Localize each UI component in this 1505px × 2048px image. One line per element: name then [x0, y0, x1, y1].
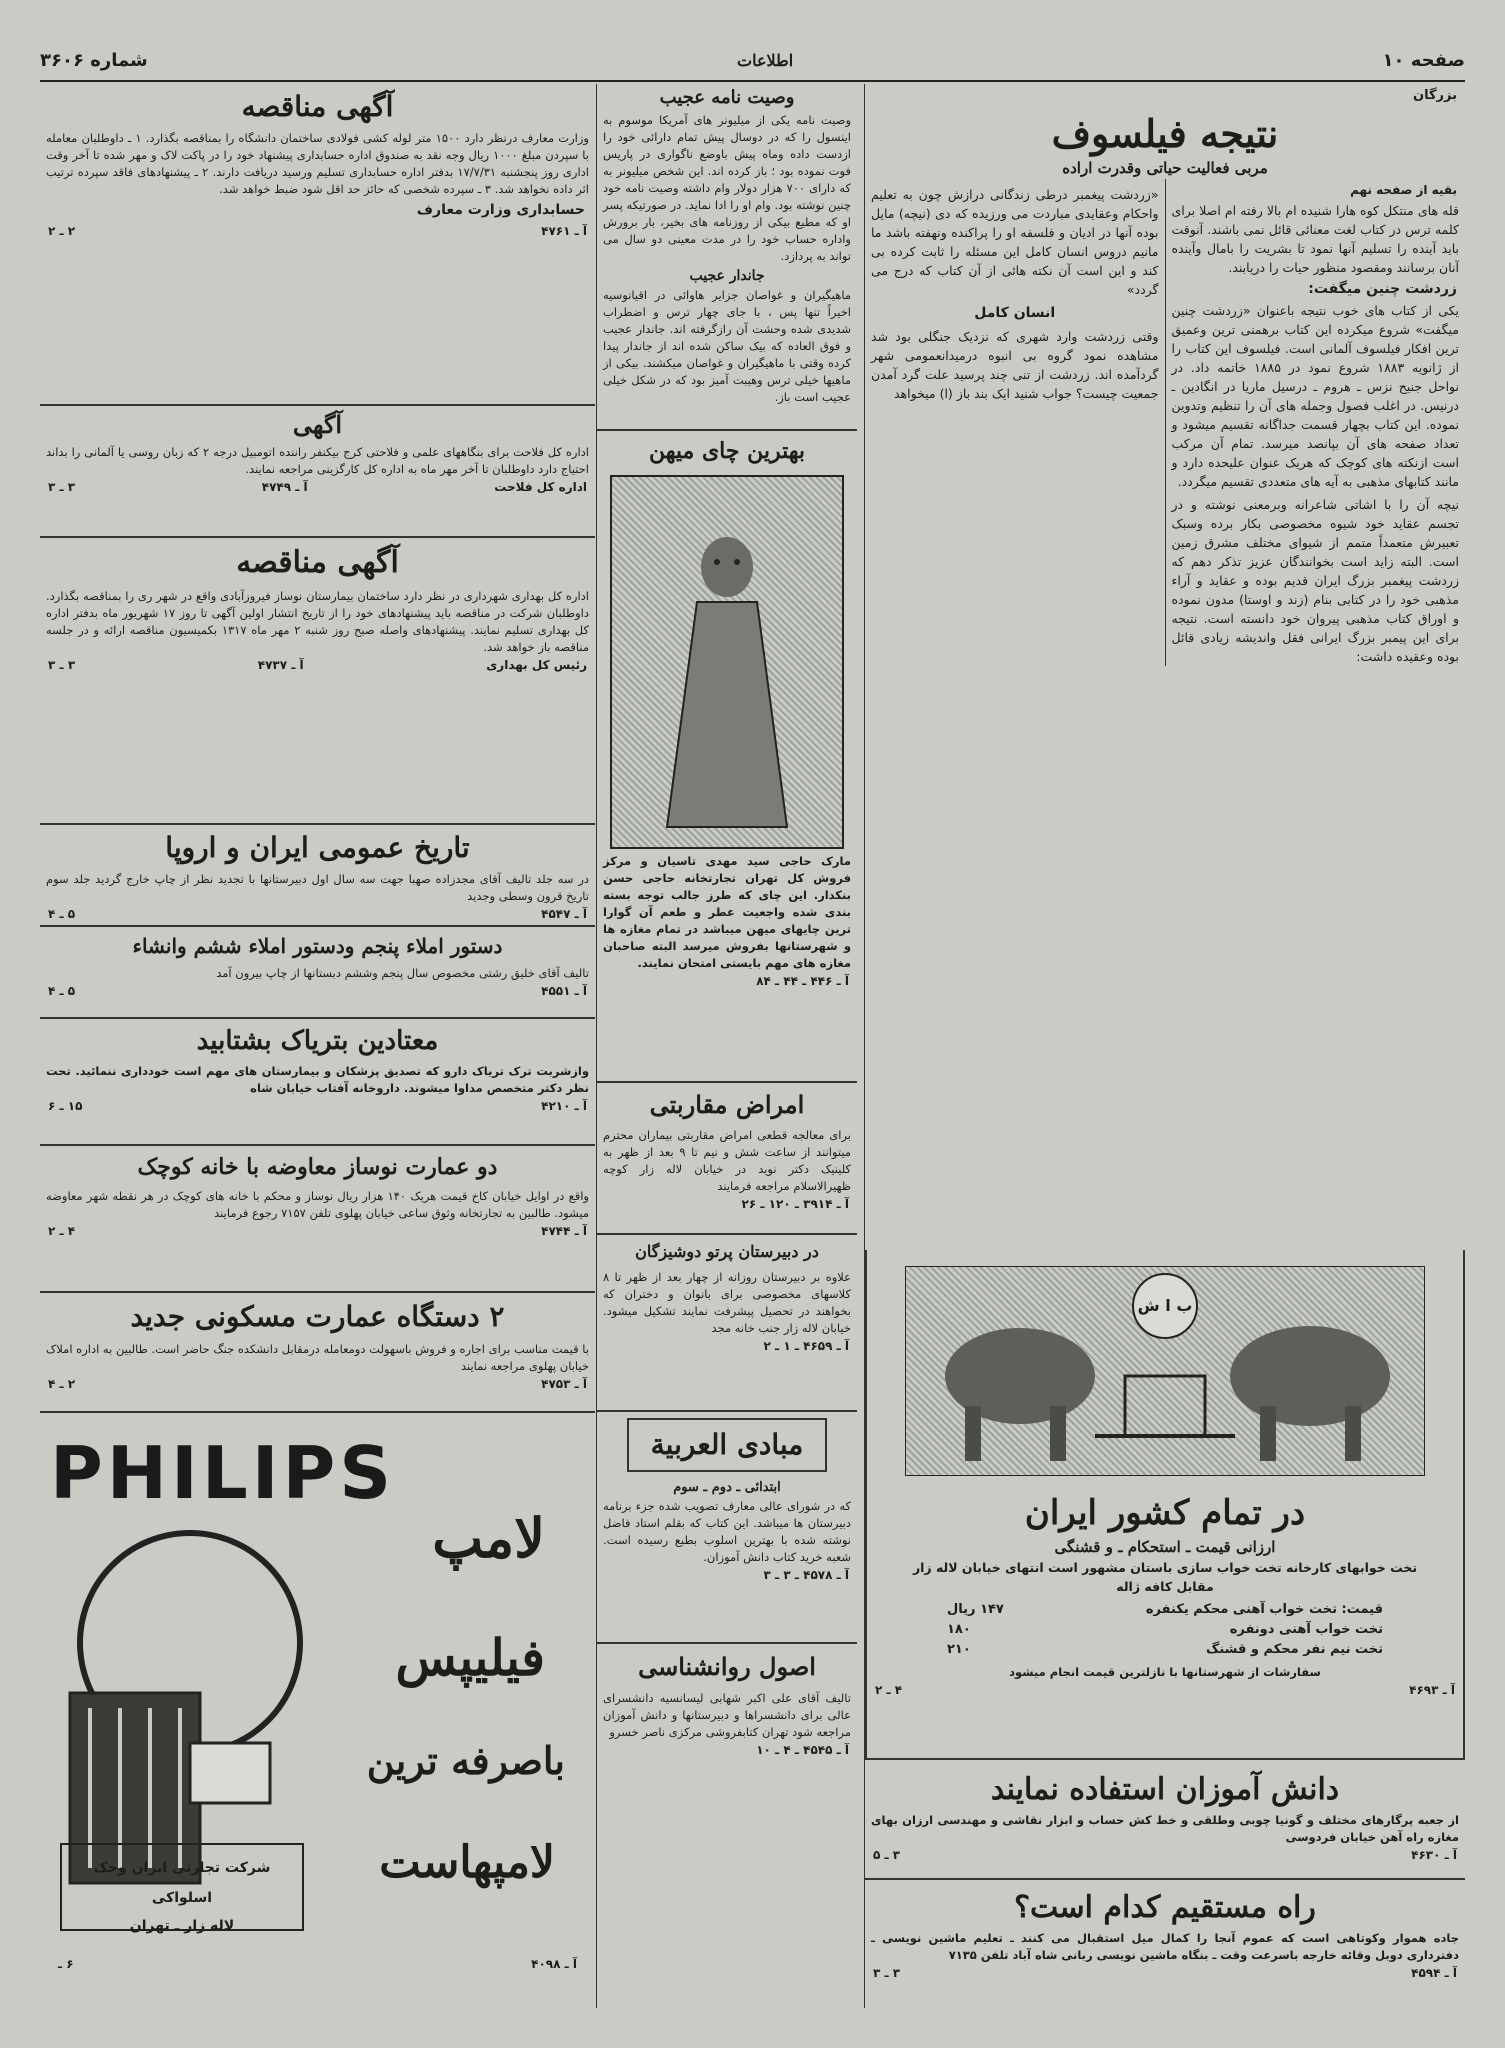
ad-code-2: ۳ ـ ۳	[873, 1966, 901, 1980]
opium-title: معتادین بتریاک بشتابید	[196, 1026, 439, 1056]
ad-code: آ ـ ۴۷۳۷	[257, 658, 304, 672]
ad-code-2: ۴ ـ ۲	[48, 1224, 76, 1238]
exchange-ad	[40, 1146, 595, 1293]
opium-body: وازشربت ترک تریاک دارو که تصدیق پزشکان و بیمارستان های مهم است خودداری ننمائید. تحت نظر دکتر متخصص مداوا میشوند. داروخانه آفتاب خیابان شاه	[46, 1064, 589, 1095]
elephant-right-icon	[1230, 1326, 1390, 1426]
history-title: تاریخ عمومی ایران و اروپا	[165, 831, 470, 864]
ad-code-2: ۳ ـ ۳	[48, 658, 76, 672]
school-ad	[597, 1235, 857, 1412]
will-article	[597, 84, 857, 431]
ad-code: آ ـ ۴۷۶۱	[541, 224, 587, 238]
arabic-body: که در شورای عالی معارف تصویب شده جزء برنامه دبیرستان ها میباشد. این کتاب که بقلم استاد فاضل نوشته شده با بهترین اسلوب بطبع رسیده است. شعبه خرید کتاب دانش آموزان.	[603, 1499, 851, 1564]
students-ad-codes	[865, 1846, 1465, 1864]
arabic-title: مبادی العربیة	[627, 1418, 827, 1472]
houses-codes	[40, 1375, 595, 1393]
bed-ad-title: در تمام کشور ایران	[1024, 1493, 1306, 1533]
feature-body-1: قله های منتکل کوه هارا شنیده ام بالا رفته ام اصلا برای کلمه ترس در کتاب لغت معنائی قائل نمی باشند. آنوقت باید آینده را تسلیم آنها نمود تا بشریت را بامال وآینده آنان برسانند ومقصود منظور حیات را دریابند.	[1171, 203, 1459, 275]
psychology-ad	[597, 1644, 857, 1974]
philips-company-box	[60, 1843, 304, 1934]
tea-body: مارک حاجی سید مهدی تاسیان و مرکز فروش کل تهران تجارتخانه حاجی حسن بنکدار. این چای که طرز جالب توجه بسته بندی شده واجعیت عطر و طعم آن گوارا ترین چایهای میهن میباشد در تمام مغازه ها و شهرستانها بفروش میرسد البته صاحبان مغازه های مهم بایستی امتحان نمایند.	[603, 854, 851, 970]
ad-code-2: ۵ ـ ۴	[48, 907, 76, 921]
tea-title: بهترین چای میهن	[648, 438, 806, 464]
bed-ad-codes	[867, 1681, 1463, 1699]
middle-column	[596, 84, 857, 2008]
woman-figure-icon	[612, 477, 842, 847]
tea-ad	[597, 431, 857, 1083]
ad-code: آ ـ ۴۶۹۳	[1409, 1683, 1455, 1697]
ad-code: آ ـ ۴۲۱۰	[541, 1099, 587, 1113]
school-body: علاوه بر دبیرستان روزانه از چهار بعد از ظهر تا ۸ کلاسهای مخصوصی برای بانوان و دختران که بخواهند در تحصیل پیشرفت نمایند تشکیل میشود. خیابان لاله زار جنب خانه مجد	[603, 1270, 851, 1335]
ad-code: آ ـ ۴۷۴۴	[541, 1224, 587, 1238]
ad-code: آ ـ ۴۴۶ ـ ۴۴ ـ ۸۴	[756, 974, 849, 988]
arabic-subtitle: ابتدائی ـ دوم ـ سوم	[673, 1480, 781, 1495]
feature-body-5: وقتی زردشت وارد شهری که نزدیک جنگلی بود شد مشاهده نمود گروه بی انبوه درمیدانعمومی شهر گردآمده اند. زردشت از تنی چند پرسید علت گرد آمدن جمعیت چیست؟ جواب شنید ایک بند باز (ا) میخواهد	[871, 329, 1159, 401]
road-ad-codes	[865, 1964, 1465, 1982]
exchange-title: دو عمارت نوساز معاوضه با خانه کوچک	[137, 1154, 498, 1180]
price-row	[947, 1600, 1383, 1620]
grammar-codes	[40, 982, 595, 1000]
road-ad-body: جاده هموار وکوتاهی است که عموم آنجا را کمال میل استقبال می کنند ـ تعلیم ماشین نویسی ـ دفترداری دوبل وقائه خارجه باسرعت وقت ـ بنگاه ماشین نویسی ربانی شاه آباد تلفن ۷۱۳۵	[871, 1931, 1459, 1962]
philips-codes	[50, 1955, 585, 1973]
tender1-title: آگهی مناقصه	[241, 90, 394, 123]
students-ad	[865, 1768, 1465, 1880]
road-ad	[865, 1886, 1465, 2006]
ad-code-2: ۳ ـ ۳	[48, 480, 76, 494]
tender1-codes	[40, 222, 595, 240]
price-value: ۲۱۰	[947, 1642, 971, 1657]
continued-note: بقیه از صفحه نهم	[1350, 183, 1457, 197]
students-ad-body: از جعبه پرگارهای مختلف و گونیا چوبی وطلقی و خط کش حساب و ابزار نقاشی و مهندسی ارزان بهای مغازه راه آهن خیابان فردوسی	[871, 1813, 1459, 1844]
bed-frame-icon	[1125, 1376, 1205, 1436]
tender2-title: آگهی مناقصه	[236, 545, 399, 580]
grammar-title: دستور املاء پنجم ودستور املاء ششم وانشاء	[132, 934, 503, 958]
houses-ad	[40, 1293, 595, 1413]
notice-body: اداره کل فلاحت برای بنگاههای علمی و فلاحتی کرج بیکنفر راننده اتومبیل درجه ۲ که زبان روسی یا آلمانی را بداند احتیاج دارد داوطلبان تا آخر مهر ماه به اداره کل کارگزینی مراجعه نمایند.	[46, 445, 589, 476]
tender-ad-1	[40, 84, 595, 406]
ad-code-2: ۲ ـ ۲	[48, 224, 76, 238]
ad-code: آ ـ ۳۹۱۴ ـ ۱۲۰ ـ ۲۶	[741, 1197, 849, 1211]
price-label: قیمت: تخت خواب آهنی محکم یکنفره	[1145, 1602, 1383, 1617]
houses-title: ۲ دستگاه عمارت مسکونی جدید	[130, 1300, 505, 1333]
price-label: تخت نیم نفر محکم و قشنگ	[1206, 1642, 1383, 1657]
ad-code: آ ـ ۴۵۵۱	[541, 984, 587, 998]
disease-body: برای معالجه قطعی امراض مقاربتی بیماران محترم میتوانند از ساعت شش و نیم تا ۹ بعد از ظهر به کلینیک دکتر نوید در خیابان لاله زار کوچه ظهیرالاسلام مراجعه فرمایند	[603, 1128, 851, 1193]
philips-line-2: لامپهاست	[379, 1837, 555, 1888]
tea-illustration	[610, 475, 844, 849]
feature-body-3: نیچه آن را با اشاتی شاعرانه وبرمعنی نوشته و در تجسم عقاید خود شیوه مخصوصی بکار برده وسبک تعبیرش متعمداً متمم از شیوای مختلف مشرق زمین است. البته زاید است بخوانندگان عزیز تذکر دهم که زردشت پیغمبر بزرگ ایران قدیم بوده و عقاید و آراء مذهبی خود را در کتابی بنام (زند و اوستا) مدون نموده و اوراق کتاب مذهبی پیروان خود دانسته است. نتیجه برای این پیمبر بزرگ ایرانی فقل واندیشه زیادی قائل بوده وعقیده داشت:	[1171, 497, 1459, 664]
grammar-body: تالیف آقای خلیق رشتی مخصوص سال پنجم وششم دبستانها از چاپ بیرون آمد	[216, 966, 589, 980]
school-code	[597, 1337, 857, 1355]
psychology-code	[597, 1741, 857, 1759]
ad-code-2: ۵ ـ ۴	[48, 984, 76, 998]
subhead-zoroaster: زردشت چنین میگفت:	[1308, 281, 1457, 297]
tender1-signature: حسابداری وزارت معارف	[416, 202, 585, 218]
notice-ad	[40, 406, 595, 538]
philips-company: شرکت تجارتی ایران وحک اسلواکی	[93, 1860, 271, 1906]
price-row	[947, 1620, 1383, 1640]
ad-code: آ ـ ۴۷۴۹	[261, 480, 308, 494]
notice-signature: اداره کل فلاحت	[494, 480, 587, 494]
exchange-body: واقع در اوایل خیابان کاخ قیمت هریک ۱۴۰ هزار ریال نوساز و محکم با خانه های کوچک در هر نقطه شهر معاوضه میشود. طالبین به تجارتخانه وثوق ساعی خیابان پهلوی تلفن ۷۱۵۷ رجوع فرمایند	[46, 1189, 589, 1220]
ad-code-2: ۶ ـ	[58, 1957, 74, 1971]
ad-code-2: ۲ ـ ۴	[48, 1377, 76, 1391]
subhead-perfect-man: انسان کامل	[974, 305, 1056, 321]
ad-code: آ ـ ۴۵۹۴	[1411, 1966, 1457, 1980]
opium-codes	[40, 1097, 595, 1115]
exchange-codes	[40, 1222, 595, 1240]
ad-code: آ ـ ۴۵۷۸ ـ ۳ ـ ۳	[763, 1568, 849, 1582]
price-label: تخت خواب آهنی دونفره	[1229, 1622, 1383, 1637]
feature-body-4: «زردشت پیغمبر درطی زندگانی درازش چون به تعلیم واحکام وعقایدی مباردت می ورزیده که دی (نیچه) مایل بوده آنها در ادیان و فلسفه او را پراکنده ونهفته باشد ما مانیم دروس انسان کامل این مسئله را ثابت کرده بی کند و این است آن نکته هائی از آن کتاب که درج می گردد»	[871, 187, 1159, 297]
philips-lamp: لامپ	[432, 1506, 545, 1570]
ad-code: آ ـ ۴۶۳۰	[1411, 1848, 1457, 1862]
opium-ad	[40, 1019, 595, 1146]
page-number: صفحه ۱۰	[1382, 49, 1465, 71]
bed-ad-illustration	[905, 1266, 1425, 1476]
ad-code-2: ۱۵ ـ ۶	[48, 1099, 83, 1113]
arabic-code	[597, 1566, 857, 1584]
psychology-title: اصول روانشناسی	[638, 1652, 816, 1681]
bed-ad-subtitle: ارزانی قیمت ـ استحکام ـ و قشنگی	[1054, 1538, 1276, 1556]
price-value: ۱۸۰	[947, 1622, 971, 1637]
issue-number: شماره ۳۶۰۶	[40, 49, 148, 71]
tender2-signature: رئیس کل بهداری	[486, 658, 587, 672]
page-header	[40, 40, 1465, 82]
philips-address: لاله زار ـ تهران	[129, 1918, 235, 1934]
disease-ad	[597, 1083, 857, 1235]
disease-title: امراض مقاربتی	[649, 1090, 805, 1119]
philips-name-fa: فیلیپس	[395, 1628, 545, 1687]
history-book-ad	[40, 825, 595, 927]
creature-body: ماهیگیران و غواصان جزایر هاوائی در اقیانوسیه اخیراً تنها پس ، با جای چهار ترس و اضطراب شدیدی شده وحشت آن رازگرفته اند. جاندار عجیب و فوق العاده که بیک ساکن شده اند از جاندار پیدا کرده وقتی با ماهیگیران و غواصان میکشند. بیکی از ماهیها خیلی ترس وهیبت آمیز بود که در شکل خیلی عجیب است باز.	[603, 288, 851, 404]
right-column	[864, 84, 1465, 1259]
tender2-body: اداره کل بهداری شهرداری در نظر دارد ساختمان بیمارستان نوساز فیروزآبادی واقع در شهر ری را بمناقصه بگذارد. داوطلبان شرکت در مناقصه باید پیشنهادهای خود را از تاریخ انتشار اولین آگهی تا روز ۱۷ شهریور ماه بدفتر اداره کل بهداری تسلیم نمایند. پیشنهادهای واصله صبح روز شنبه ۲ مهر ماه ۱۳۱۷ بکمیسیون مناقصه ارائه و در جلسه مناقصه باز خواهد شد.	[46, 589, 589, 654]
bed-ad	[865, 1250, 1465, 1760]
feature-article	[865, 84, 1465, 1254]
psychology-body: تالیف آقای علی اکبر شهابی لیسانسیه دانشسرای عالی برای دانشسراها و دبیرستانها و دانش آموزان مراجعه شود تهران کتابفروشی مرکزی ناصر خسرو	[603, 1691, 851, 1739]
left-column	[40, 84, 595, 2008]
emblem-text: ب ا ش	[1137, 1296, 1193, 1315]
right-lower-ads	[864, 1250, 1465, 2008]
arabic-book-ad	[597, 1412, 857, 1644]
will-body: وصیت نامه یکی از میلیونر های آمریکا موسوم به اینسول را که در دوسال پیش تمام دارائی خود را ازدست داده وماه پیش باوضع ناگواری در پاریس فوت نموده بود ؛ باز کرده اند. این شخص میلیونر به که دارای ۷۰۰ هزار دولار وام داشته وصیت نامه خود چنین نوشته بود. وام او را ادا نماید. در صورتیکه پسر او که مطیع بیکی از روزنامه های بخیر، بار برورش واداره حساب خود را در مدت معینی دو سال می تواند به پردازد.	[603, 113, 851, 263]
ad-code: آ ـ ۴۵۴۷	[541, 907, 587, 921]
ad-code-2: ۳ ـ ۵	[873, 1848, 901, 1862]
history-body: در سه جلد تالیف آقای مجدزاده صهبا جهت سه سال اول دبیرستانها با تجدید نظر از چاپ خارج گردید جلد سوم تاریخ قرون وسطی وجدید	[46, 872, 589, 903]
school-title: در دبیرستان پرتو دوشیزگان	[635, 1242, 819, 1261]
houses-body: با قیمت مناسب برای اجاره و فروش باسهولت دومعامله درمقابل دانشکده جنگ حاضر است. طالبین به اداره املاک خیابان پهلوی مراجعه نمایند	[46, 1342, 589, 1373]
ad-code: آ ـ ۴۶۵۹ ـ ۱ ـ ۲	[763, 1339, 849, 1353]
creature-title: جاندار عجیب	[689, 268, 765, 284]
tender2-codes	[40, 656, 595, 674]
history-codes	[40, 905, 595, 923]
disease-code	[597, 1195, 857, 1213]
students-ad-title: دانش آموزان استفاده نمایند	[990, 1772, 1340, 1807]
ad-code: آ ـ ۴۵۴۵ ـ ۴ ـ ۱۰	[756, 1743, 849, 1757]
ad-code-2: ۴ ـ ۲	[875, 1683, 903, 1697]
price-list	[947, 1600, 1383, 1660]
tender1-body: وزارت معارف درنظر دارد ۱۵۰۰ متر لوله کشی فولادی ساختمان دانشگاه را بمناقصه بگذارد. ۱ ـ داوطلبان معامله با سپردن مبلغ ۱۰۰۰ ریال وجه نقد به صندوق اداره حسابداری پیشنهاد خود را در پاکت لاک و مهر شده تا آخر وقت اداری روز پنجشنبه ۱۷/۷/۳۱ بدفتر اداره حسابداری تسلیم ورسید دریافت دارند. ۲ ـ پیشنهادهای فاقد سپرده ترتیب اثر داده نخواهد شد. ۳ ـ سپرده شخصی که حائز حد اقل شود ضبط خواهد شد.	[46, 131, 590, 196]
will-title: وصیت نامه عجیب	[659, 87, 795, 108]
bed-ad-note: سفارشات از شهرستانها با نازلترین قیمت انجام میشود	[1009, 1665, 1321, 1679]
ad-code: آ ـ ۴۷۵۳	[541, 1377, 587, 1391]
ad-code: آ ـ ۴۰۹۸	[531, 1957, 577, 1971]
philips-brand: PHILIPS	[50, 1431, 396, 1515]
feature-title: نتیجه فیلسوف	[1051, 111, 1279, 156]
price-value: ۱۴۷ ریال	[947, 1602, 1004, 1617]
road-ad-title: راه مستقیم کدام است؟	[1014, 1890, 1316, 1925]
section-tag: بزرگان	[1413, 88, 1457, 103]
feature-body-2: یکی از کتاب های خوب نتیجه باعنوان «زردشت چنین میگفت» شروع میکرده این کتاب برهمنی ترین وعمیق ترین افکار فیلسوف آلمانی است. فیلسوف این کتاب را از ژانویه ۱۸۸۳ شروع نمود در ۱۸۸۵ خاتمه داد. در نواحل جنیح نزس ـ هروم ـ درسیل ماریا در انگادین ـ درنیس. در اغلب فصول وجمله های آن را تنظیم وتدوین نموده. این کتاب بچهار قسمت جداگانه تقسیم میشود و تعداد صفحه های آن بپانصد میرسد. تمام آن مرکب است ازنکته های کوچک که هریک عنوان علیحده دارد و مانند کتابهای مذهبی به آیه های متعددی تقسیم میگردد.	[1171, 303, 1459, 489]
philips-line-1: باصرفه ترین	[366, 1738, 565, 1783]
bed-ad-body: تخت خوابهای کارخانه تخت خواب سازی باستان مشهور است انتهای خیابان لاله زار مقابل کافه ژاله	[912, 1560, 1418, 1594]
feature-subtitle: مربی فعالیت حیاتی وقدرت اراده	[1062, 159, 1268, 177]
price-row	[947, 1640, 1383, 1660]
tea-code	[597, 972, 857, 990]
philips-ad	[40, 1413, 595, 2003]
grammar-book-ad	[40, 927, 595, 1019]
notice-title: آگهی	[292, 410, 343, 439]
tender-ad-2	[40, 538, 595, 825]
notice-codes	[40, 478, 595, 496]
masthead: اطلاعات	[737, 50, 794, 70]
